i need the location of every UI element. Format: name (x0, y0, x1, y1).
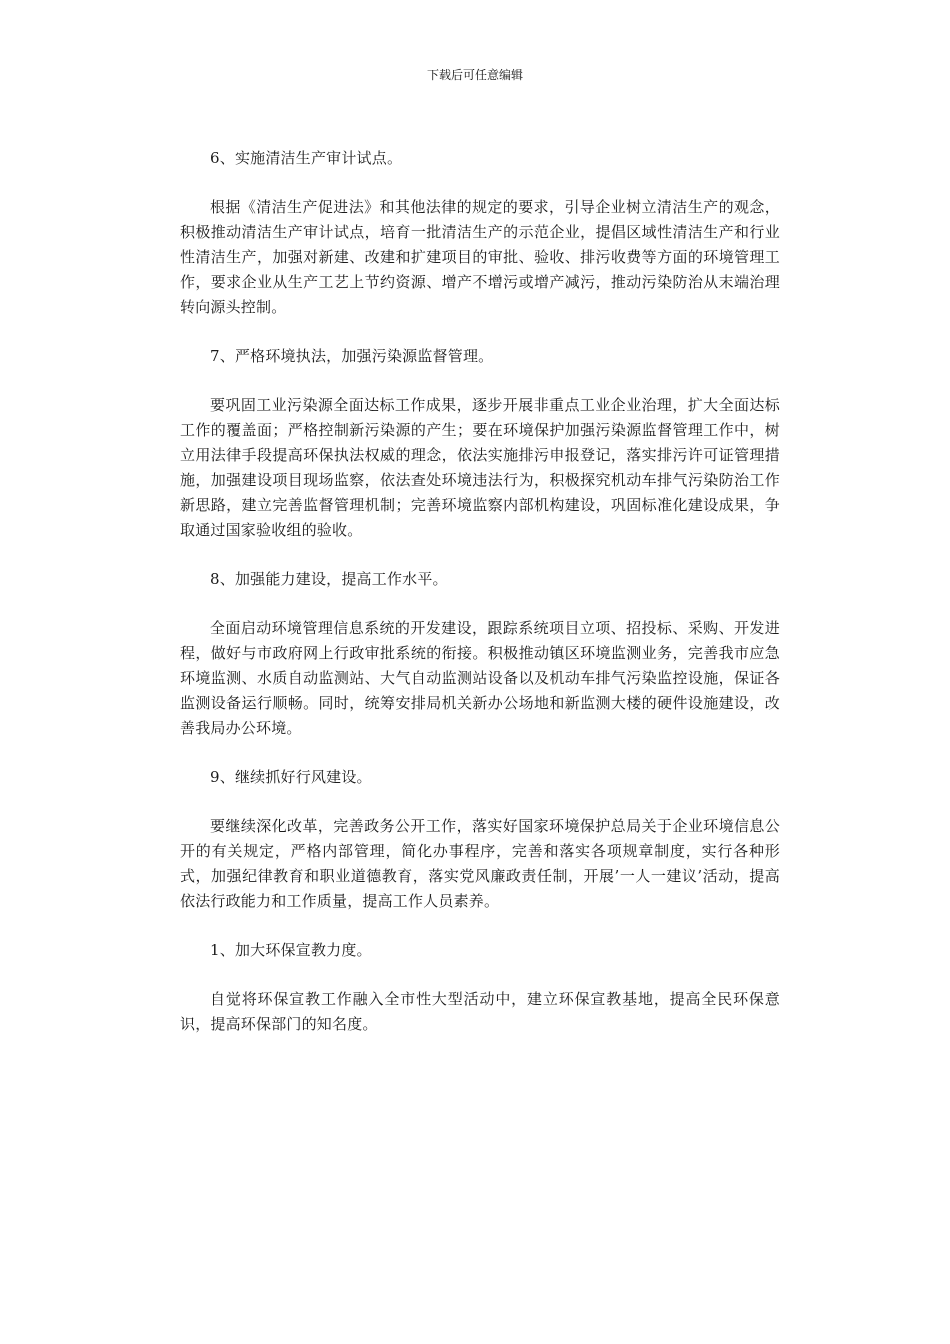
section-heading: 8、加强能力建设，提高工作水平。 (210, 570, 448, 588)
section-heading: 9、继续抓好行风建设。 (210, 768, 372, 786)
document-body (180, 146, 780, 1061)
section-paragraph: 要巩固工业污染源全面达标工作成果，逐步开展非重点工业企业治理，扩大全面达标工作的覆盖面；严格控制新污染源的产生；要在环境保护加强污染源监督管理工作中，树立用法律手段提高环保执法权威的理念，依法实施排污申报登记，落实排污许可证管理措施，加强建设项目现场监察，依法查处环境违法行为，积极探究机动车排气污染防治工作新思路，建立完善监督管理机制；完善环境监察内部机构建设，巩固标准化建设成果，争取通过国家验收组的验收。 (180, 396, 780, 539)
section-paragraph: 全面启动环境管理信息系统的开发建设，跟踪系统项目立项、招投标、采购、开发进程，做好与市政府网上行政审批系统的衔接。积极推动镇区环境监测业务，完善我市应急环境监测、水质自动监测站、大气自动监测站设备以及机动车排气污染监控设施，保证各监测设备运行顺畅。同时，统筹安排局机关新办公场地和新监测大楼的硬件设施建设，改善我局办公环境。 (180, 619, 780, 737)
section-heading: 1、加大环保宣教力度。 (210, 941, 372, 959)
section-paragraph: 自觉将环保宣教工作融入全市性大型活动中，建立环保宣教基地，提高全民环保意识，提高环保部门的知名度。 (180, 990, 780, 1033)
section-paragraph: 要继续深化改革，完善政务公开工作，落实好国家环境保护总局关于企业环境信息公开的有关规定，严格内部管理，简化办事程序，完善和落实各项规章制度，实行各种形式，加强纪律教育和职业道德教育，落实党风廉政责任制，开展’一人一建议’活动，提高依法行政能力和工作质量，提高工作人员素养。 (180, 817, 780, 910)
section-heading: 7、严格环境执法，加强污染源监督管理。 (210, 347, 494, 365)
section-paragraph: 根据《清洁生产促进法》和其他法律的规定的要求，引导企业树立清洁生产的观念，积极推动清洁生产审计试点，培育一批清洁生产的示范企业，提倡区域性清洁生产和行业性清洁生产，加强对新建、改建和扩建项目的审批、验收、排污收费等方面的环境管理工作，要求企业从生产工艺上节约资源、增产不增污或增产减污，推动污染防治从末端治理转向源头控制。 (180, 198, 780, 316)
section-heading: 6、实施清洁生产审计试点。 (210, 149, 403, 167)
header-note: 下载后可任意编辑 (426, 68, 523, 82)
